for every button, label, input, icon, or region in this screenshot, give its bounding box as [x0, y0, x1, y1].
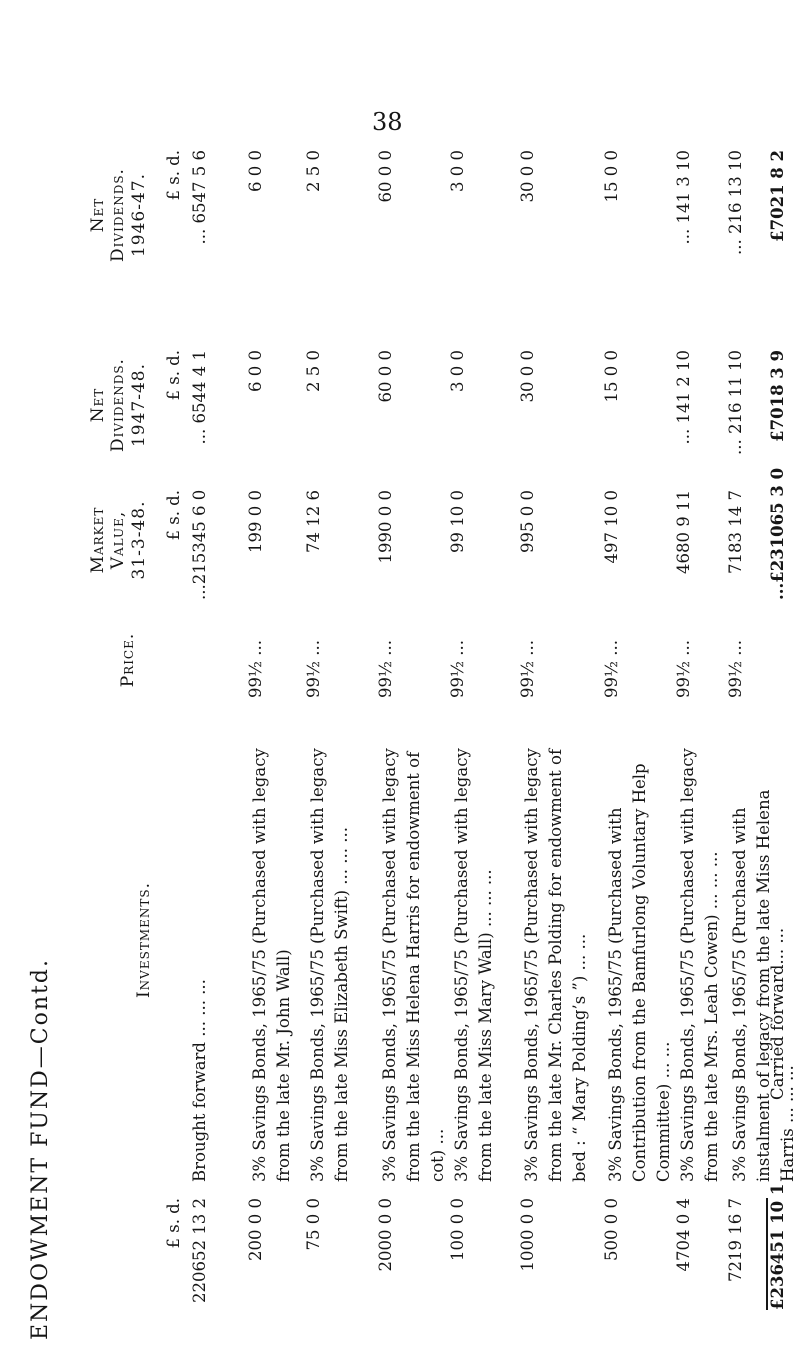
market-value-heading: Market Value, 31-3-48.: [88, 500, 149, 580]
price: 99½ ...: [376, 640, 395, 698]
dividend-1947-48: 15 0 0: [602, 350, 621, 403]
dividend-1947-48: 6 0 0: [246, 350, 265, 392]
dividend-1947-48: ... 6544 4 1: [190, 350, 209, 445]
table-row: [304, 130, 351, 1310]
net-dividends-1947-48-heading: Net Dividends. 1947-48.: [88, 358, 149, 452]
price: 99½ ...: [726, 640, 745, 698]
units-div-4748: £ s. d.: [164, 350, 183, 401]
dividend-1946-47: 6 0 0: [246, 150, 265, 192]
market-value: 74 12 6: [304, 490, 323, 553]
carried-forward-row: [770, 130, 794, 1310]
price: 99½ ...: [246, 640, 265, 698]
investment-description: 3% Savings Bonds, 1965/75 (Purchased with legacy from the late Mr. Charles Polding for endowment of bed : “ Mary Polding’s ”) ... ...: [522, 748, 589, 1182]
table-row: [602, 130, 673, 1310]
dividend-1946-47: ... 6547 5 6: [190, 150, 209, 245]
price: 99½ ...: [304, 640, 323, 698]
table-row: [448, 130, 495, 1310]
dividend-1946-47: 15 0 0: [602, 150, 621, 203]
total-dividend-1947-48: £7018 3 9: [768, 350, 787, 442]
table-row: [376, 130, 447, 1310]
investment-description: 3% Savings Bonds, 1965/75 (Purchased with legacy from the late Miss Elizabeth Swift) ... ... ...: [308, 748, 351, 1182]
page-number: 38: [372, 108, 403, 136]
nominal-amount: 500 0 0: [602, 1198, 621, 1261]
price: 99½ ...: [518, 640, 537, 698]
units-market: £ s. d.: [164, 490, 183, 541]
net-dividends-1946-47-heading: Net Dividends. 1946-47.: [88, 168, 149, 262]
nominal-amount: 200 0 0: [246, 1198, 265, 1261]
market-value: 995 0 0: [518, 490, 537, 553]
market-value: 199 0 0: [246, 490, 265, 553]
dividend-1947-48: 60 0 0: [376, 350, 395, 403]
nominal-amount: 220652 13 2: [190, 1198, 209, 1303]
dividend-1946-47: ... 141 3 10: [674, 150, 693, 245]
investments-heading: Investments.: [134, 881, 154, 999]
table-row: [674, 130, 721, 1310]
dividend-1947-48: ... 141 2 10: [674, 350, 693, 445]
investment-description: 3% Savings Bonds, 1965/75 (Purchased with legacy from the late Miss Helena Harris for endowment of cot) ...: [380, 748, 447, 1182]
dividend-1946-47: 60 0 0: [376, 150, 395, 203]
price: 99½ ...: [674, 640, 693, 698]
dividend-1946-47: 2 5 0: [304, 150, 323, 192]
units-left: £ s. d.: [164, 1198, 183, 1249]
investment-description: 3% Savings Bonds, 1965/75 (Purchased with legacy from the late Mrs. Leah Cowen) ... ... ...: [678, 748, 721, 1182]
dividend-1947-48: 3 0 0: [448, 350, 467, 392]
endowment-table: [88, 130, 797, 1310]
investment-description: 3% Savings Bonds, 1965/75 (Purchased with Contribution from the Bamfurlong Voluntary Help Committee) ... ...: [606, 763, 673, 1182]
market-value: 99 10 0: [448, 490, 467, 553]
total-nominal: £236451 10 1: [768, 1183, 787, 1310]
table-row: [518, 130, 589, 1310]
dividend-1946-47: 30 0 0: [518, 150, 537, 203]
investment-description: 3% Savings Bonds, 1965/75 (Purchased with legacy from the late Mr. John Wall): [250, 748, 293, 1182]
table-row: [192, 130, 216, 1310]
market-value: 497 10 0: [602, 490, 621, 564]
market-value: ...215345 6 0: [190, 489, 209, 600]
dividend-1947-48: 30 0 0: [518, 350, 537, 403]
nominal-amount: 75 0 0: [304, 1198, 323, 1251]
total-dividend-1946-47: £7021 8 2: [768, 150, 787, 242]
page-title: ENDOWMENT FUND—Contd.: [28, 958, 53, 1340]
market-value: 4680 9 11: [674, 490, 693, 574]
dividend-1947-48: 2 5 0: [304, 350, 323, 392]
table-row: [246, 130, 293, 1310]
carried-forward-label: Carried forward... ...: [768, 927, 787, 1100]
investment-description: 3% Savings Bonds, 1965/75 (Purchased with instalment of legacy from the late Miss Helena Harris ... ... ...: [730, 789, 797, 1182]
totals-row: [770, 130, 798, 1310]
market-value: 1990 0 0: [376, 490, 395, 564]
investment-description: Brought forward ... ... ...: [190, 979, 209, 1182]
price: 99½ ...: [448, 640, 467, 698]
nominal-amount: 4704 0 4: [674, 1198, 693, 1272]
price-heading: Price.: [118, 632, 138, 688]
nominal-amount: 100 0 0: [448, 1198, 467, 1261]
total-market-value: ...£231065 3 0: [768, 467, 787, 600]
investment-description: 3% Savings Bonds, 1965/75 (Purchased with legacy from the late Miss Mary Wall) ... ... ...: [452, 748, 495, 1182]
dividend-1946-47: 3 0 0: [448, 150, 467, 192]
nominal-amount: 2000 0 0: [376, 1198, 395, 1272]
dividend-1947-48: ... 216 11 10: [726, 350, 745, 455]
nominal-amount: 1000 0 0: [518, 1198, 537, 1272]
currency-units-row: [166, 130, 190, 1310]
price: 99½ ...: [602, 640, 621, 698]
market-value: 7183 14 7: [726, 490, 745, 574]
dividend-1946-47: ... 216 13 10: [726, 150, 745, 255]
units-div-4647: £ s. d.: [164, 150, 183, 201]
nominal-amount: 7219 16 7: [726, 1198, 745, 1282]
